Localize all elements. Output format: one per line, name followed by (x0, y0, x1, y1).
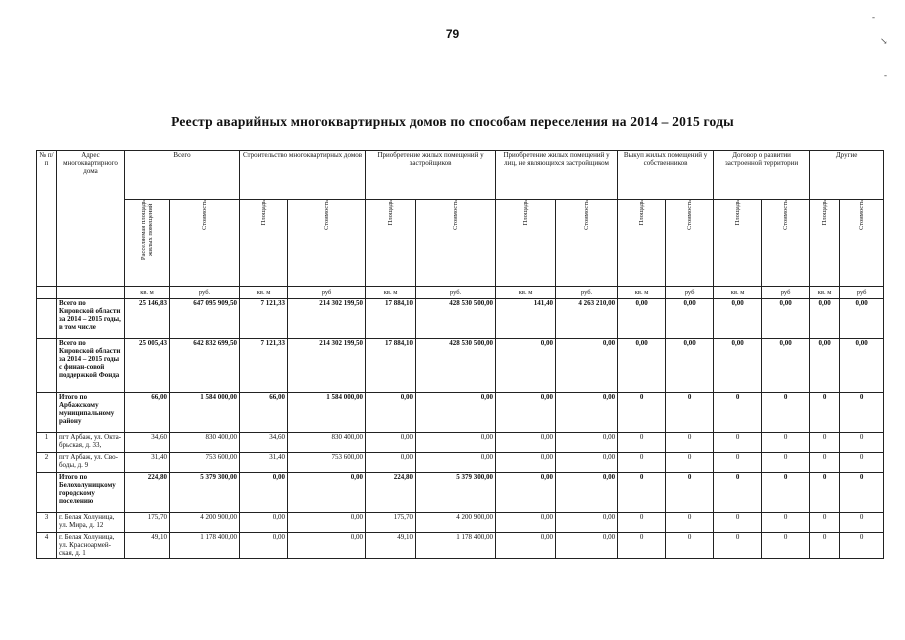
table-row (37, 533, 884, 559)
value-cell: 0 (714, 473, 762, 513)
value-cell: 0 (762, 453, 810, 473)
subheader-label: Расселяемая площадь жилых помещений (139, 200, 154, 261)
unit-label: кв. м (496, 287, 556, 299)
header-group: Приобретение жилых помещений у лиц, не являющихся застройщиком (496, 151, 618, 200)
subheader-label: Площадь (386, 200, 394, 226)
value-cell: 0 (714, 533, 762, 559)
value-cell: 0,00 (556, 513, 618, 533)
subheader-label: Площадь (734, 200, 741, 226)
value-cell: 0 (666, 473, 714, 513)
value-cell: 0,00 (556, 393, 618, 433)
value-cell: 0 (810, 513, 840, 533)
edge-mark: ↘ (880, 36, 888, 46)
unit-label: руб (840, 287, 884, 299)
unit-label: руб (666, 287, 714, 299)
value-cell: 49,10 (366, 533, 416, 559)
value-cell: 17 884,10 (366, 339, 416, 393)
value-cell: 0 (840, 453, 884, 473)
value-cell: 0 (618, 433, 666, 453)
table-row (37, 513, 884, 533)
subheader-label: Площадь (637, 200, 645, 226)
subheader-label: Площадь (821, 200, 829, 226)
value-cell: 0 (618, 453, 666, 473)
value-cell: 0,00 (840, 299, 884, 339)
value-cell: 0 (762, 533, 810, 559)
value-cell: 647 095 909,50 (170, 299, 240, 339)
subheader-label: Стоимость (322, 200, 330, 230)
value-cell: 0,00 (666, 339, 714, 393)
value-cell: 0,00 (366, 393, 416, 433)
row-number: 3 (37, 513, 57, 533)
subheader-cell (416, 200, 496, 287)
value-cell: 0 (810, 453, 840, 473)
subheader-label: Площадь (259, 200, 267, 226)
row-number (37, 393, 57, 433)
value-cell: 0 (762, 393, 810, 433)
value-cell: 0,00 (618, 339, 666, 393)
value-cell: 0,00 (416, 433, 496, 453)
value-cell: 0,00 (288, 533, 366, 559)
value-cell: 0 (714, 453, 762, 473)
row-number (37, 339, 57, 393)
row-name: Итого по Арбажскому муниципальному району (57, 393, 125, 433)
value-cell: 642 832 699,50 (170, 339, 240, 393)
subheader-label: Стоимость (582, 200, 590, 230)
value-cell: 0,00 (496, 453, 556, 473)
value-cell: 0 (762, 473, 810, 513)
value-cell: 224,80 (366, 473, 416, 513)
units-cell (37, 287, 57, 299)
value-cell: 830 400,00 (170, 433, 240, 453)
row-name: г. Белая Холуница, ул. Мира, д. 12 (57, 513, 125, 533)
row-number (37, 473, 57, 513)
value-cell: 5 379 300,00 (170, 473, 240, 513)
subheader-cell (810, 200, 840, 287)
subheader-cell (366, 200, 416, 287)
unit-label: кв. м (125, 287, 170, 299)
subheader-label: Стоимость (858, 200, 866, 230)
table-row (37, 339, 884, 393)
value-cell: 753 600,00 (170, 453, 240, 473)
value-cell: 0,00 (618, 299, 666, 339)
value-cell: 0,00 (496, 433, 556, 453)
value-cell: 4 200 900,00 (416, 513, 496, 533)
header-group: Строительство многоквартирных домов (240, 151, 366, 200)
value-cell: 0 (810, 393, 840, 433)
value-cell: 0 (618, 533, 666, 559)
value-cell: 0,00 (288, 513, 366, 533)
value-cell: 1 178 400,00 (170, 533, 240, 559)
value-cell: 428 530 500,00 (416, 339, 496, 393)
value-cell: 830 400,00 (288, 433, 366, 453)
value-cell: 224,80 (125, 473, 170, 513)
value-cell: 0,00 (496, 513, 556, 533)
row-name: г. Белая Холуница, ул. Красноармей-ская, д. 1 (57, 533, 125, 559)
value-cell: 0 (714, 393, 762, 433)
value-cell: 1 584 000,00 (288, 393, 366, 433)
value-cell: 0 (762, 433, 810, 453)
value-cell: 49,10 (125, 533, 170, 559)
value-cell: 0,00 (714, 339, 762, 393)
row-name: Итого по Белохолуницкому городскому поселению (57, 473, 125, 513)
value-cell: 0,00 (762, 339, 810, 393)
subheader-cell (556, 200, 618, 287)
subheader-cell (618, 200, 666, 287)
value-cell: 0 (666, 513, 714, 533)
units-cell (57, 287, 125, 299)
value-cell: 7 121,33 (240, 339, 288, 393)
value-cell: 0 (840, 433, 884, 453)
table-row (37, 453, 884, 473)
row-number (37, 299, 57, 339)
value-cell: 0,00 (240, 473, 288, 513)
document-title: Реестр аварийных многоквартирных домов по способам переселения на 2014 – 2015 годы (171, 114, 734, 129)
value-cell: 0 (666, 433, 714, 453)
value-cell: 0,00 (714, 299, 762, 339)
table-row (37, 299, 884, 339)
unit-label: руб (762, 287, 810, 299)
value-cell: 0,00 (556, 433, 618, 453)
row-name: Всего по Кировской области за 2014 – 2015 годы, в том числе (57, 299, 125, 339)
subheader-cell (714, 200, 762, 287)
subheader-label: Площадь (521, 200, 529, 226)
value-cell: 0,00 (496, 339, 556, 393)
value-cell: 0,00 (556, 473, 618, 513)
value-cell: 0,00 (556, 339, 618, 393)
value-cell: 0 (714, 433, 762, 453)
header-group: Всего (125, 151, 240, 200)
subheader-label: Стоимость (200, 200, 208, 230)
unit-label: кв. м (366, 287, 416, 299)
unit-label: кв. м (714, 287, 762, 299)
value-cell: 0 (618, 473, 666, 513)
value-cell: 7 121,33 (240, 299, 288, 339)
value-cell: 34,60 (125, 433, 170, 453)
value-cell: 0 (840, 393, 884, 433)
row-number: 2 (37, 453, 57, 473)
header-address: Адрес многоквартирного дома (57, 151, 125, 287)
subheader-cell (288, 200, 366, 287)
value-cell: 17 884,10 (366, 299, 416, 339)
value-cell: 4 263 210,00 (556, 299, 618, 339)
unit-label: руб. (556, 287, 618, 299)
header-group: Другие (810, 151, 884, 200)
value-cell: 0,00 (666, 299, 714, 339)
row-number: 4 (37, 533, 57, 559)
value-cell: 0 (666, 393, 714, 433)
subheader-label: Стоимость (686, 200, 693, 230)
subheader-cell (170, 200, 240, 287)
value-cell: 0,00 (496, 533, 556, 559)
value-cell: 175,70 (366, 513, 416, 533)
value-cell: 0 (810, 473, 840, 513)
unit-label: кв. м (240, 287, 288, 299)
value-cell: 0 (840, 533, 884, 559)
subheader-label: Стоимость (782, 200, 790, 230)
edge-mark: - (872, 12, 875, 22)
value-cell: 428 530 500,00 (416, 299, 496, 339)
value-cell: 214 302 199,50 (288, 339, 366, 393)
value-cell: 0,00 (416, 453, 496, 473)
value-cell: 0 (618, 393, 666, 433)
value-cell: 0,00 (762, 299, 810, 339)
header-group: Приобретение жилых помещений у застройщиков (366, 151, 496, 200)
subheader-cell (666, 200, 714, 287)
value-cell: 66,00 (125, 393, 170, 433)
value-cell: 0,00 (240, 533, 288, 559)
value-cell: 31,40 (125, 453, 170, 473)
value-cell: 214 302 199,50 (288, 299, 366, 339)
header-group: Выкуп жилых помещений у собственников (618, 151, 714, 200)
header-group: Договор о развитии застроенной территории (714, 151, 810, 200)
registry-table (36, 150, 884, 559)
value-cell: 0,00 (240, 513, 288, 533)
subheader-cell (125, 200, 170, 287)
row-name: Всего по Кировской области за 2014 – 2015 годы с финан-совой поддержкой Фонда (57, 339, 125, 393)
value-cell: 0,00 (416, 393, 496, 433)
value-cell: 0,00 (556, 533, 618, 559)
value-cell: 0,00 (366, 453, 416, 473)
value-cell: 0 (840, 513, 884, 533)
value-cell: 0,00 (288, 473, 366, 513)
value-cell: 753 600,00 (288, 453, 366, 473)
value-cell: 1 584 000,00 (170, 393, 240, 433)
value-cell: 4 200 900,00 (170, 513, 240, 533)
row-name: пгт Арбаж, ул. Сво-боды, д. 9 (57, 453, 125, 473)
subheader-cell (840, 200, 884, 287)
page-number: 79 (445, 27, 460, 41)
value-cell: 175,70 (125, 513, 170, 533)
value-cell: 0,00 (810, 299, 840, 339)
value-cell: 0 (810, 433, 840, 453)
subheader-cell (240, 200, 288, 287)
value-cell: 25 146,83 (125, 299, 170, 339)
value-cell: 0,00 (840, 339, 884, 393)
unit-label: руб. (170, 287, 240, 299)
value-cell: 0 (762, 513, 810, 533)
value-cell: 0,00 (810, 339, 840, 393)
value-cell: 0 (666, 453, 714, 473)
value-cell: 0,00 (366, 433, 416, 453)
value-cell: 5 379 300,00 (416, 473, 496, 513)
value-cell: 0 (810, 533, 840, 559)
unit-label: кв. м (810, 287, 840, 299)
subheader-cell (762, 200, 810, 287)
value-cell: 0 (666, 533, 714, 559)
unit-label: кв. м (618, 287, 666, 299)
table-row (37, 473, 884, 513)
subheader-label: Стоимость (451, 200, 459, 230)
value-cell: 141,40 (496, 299, 556, 339)
value-cell: 0 (618, 513, 666, 533)
row-number: 1 (37, 433, 57, 453)
subheader-cell (496, 200, 556, 287)
value-cell: 66,00 (240, 393, 288, 433)
value-cell: 0,00 (496, 473, 556, 513)
edge-mark: - (884, 70, 887, 80)
row-name: пгт Арбаж, ул. Окта-брьская, д. 33, (57, 433, 125, 453)
value-cell: 34,60 (240, 433, 288, 453)
header-num: № п/п (37, 151, 57, 287)
value-cell: 0 (714, 513, 762, 533)
unit-label: руб (288, 287, 366, 299)
table-row (37, 433, 884, 453)
table-row (37, 393, 884, 433)
value-cell: 1 178 400,00 (416, 533, 496, 559)
unit-label: руб. (416, 287, 496, 299)
value-cell: 0,00 (496, 393, 556, 433)
value-cell: 0 (840, 473, 884, 513)
value-cell: 0,00 (556, 453, 618, 473)
value-cell: 25 005,43 (125, 339, 170, 393)
value-cell: 31,40 (240, 453, 288, 473)
